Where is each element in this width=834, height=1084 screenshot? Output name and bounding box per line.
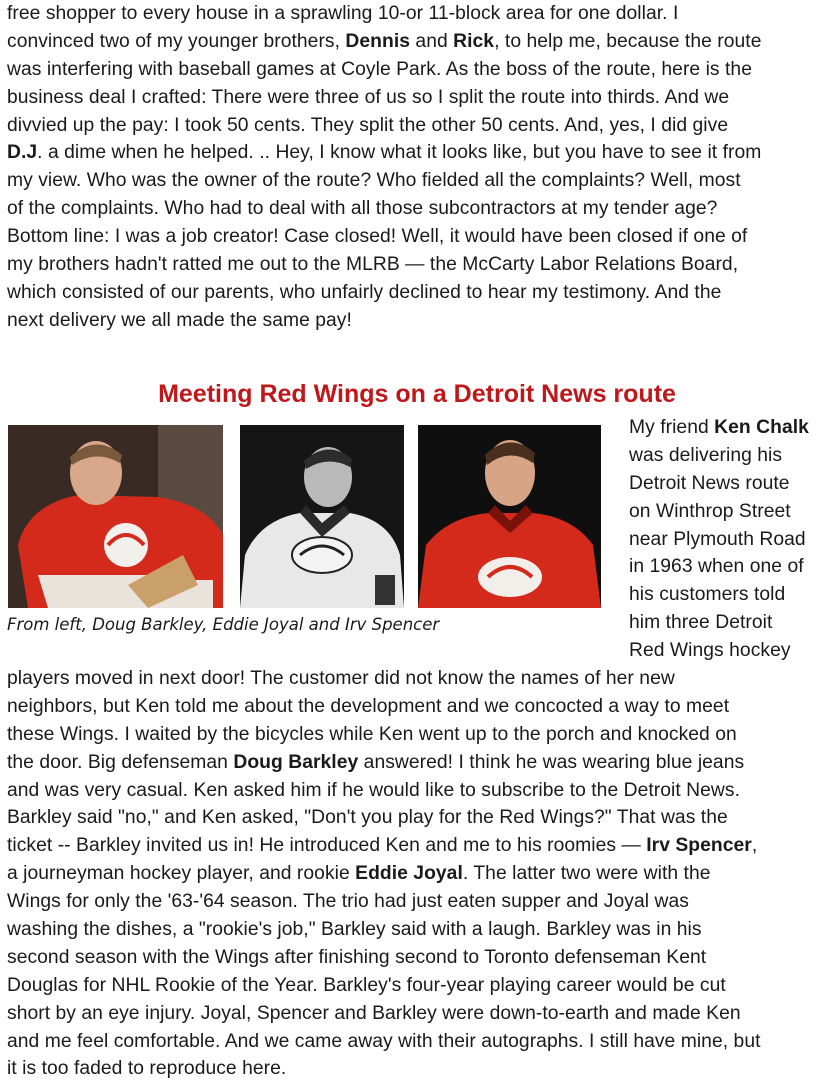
bold-name: Eddie Joyal [355,863,463,885]
text-run: Wings for only the '63-'64 season. The trio had just eaten supper and Joyal was [7,891,689,913]
text-run: these Wings. I waited by the bicycles while Ken went up to the porch and knocked on [7,723,737,745]
text-run: neighbors, but Ken told me about the development and we concocted a way to meet [7,695,730,717]
text-run: My friend [629,417,715,438]
text-line [7,0,831,28]
text-run: Detroit News route [629,472,790,494]
text-run: next delivery we all made the same pay! [7,309,352,331]
text-run: of the complaints. Who had to deal with all those subcontractors at my tender age? [7,198,718,220]
text-run: which consisted of our parents, who unfairly declined to hear my testimony. And the [7,281,722,303]
text-line [7,1055,831,1083]
text-run: was delivering his [629,444,783,466]
bold-name: Doug Barkley [233,751,359,773]
text-run: him three Detroit [629,612,773,634]
text-line [629,553,829,581]
text-run: in 1963 when one of [629,556,804,578]
text-run: Red Wings hockey [629,640,791,662]
text-line [7,777,831,805]
side-paragraph [629,414,829,665]
bold-name: Ken Chalk [714,417,809,438]
text-run: Douglas for NHL Rookie of the Year. Barkley's four-year playing career would be cut [7,974,726,996]
text-line [7,84,831,112]
text-line [7,804,831,832]
text-run: second season with the Wings after finishing second to Toronto defenseman Kent [7,946,707,968]
text-line [7,195,831,223]
text-line [7,916,831,944]
photo-doug-barkley [8,425,223,608]
text-line [629,609,829,637]
text-run: his customers told [629,584,786,606]
photo-irv-spencer [418,425,601,608]
bold-name: Rick [453,30,495,52]
bold-name: D.J [7,142,38,164]
section-heading: Meeting Red Wings on a Detroit News route [158,380,676,408]
text-run: , [751,835,758,857]
text-run: , to help me, because the route [494,30,762,52]
text-line [7,721,831,749]
photo-eddie-joyal [240,425,404,608]
text-line [7,28,831,56]
text-run: and was very casual. Ken asked him if he would like to subscribe to the Detroit News. [7,779,741,801]
text-line [629,581,829,609]
text-run: on Winthrop Street [629,500,791,522]
text-run: it is too faded to reproduce here. [7,1058,287,1080]
text-run: my view. Who was the owner of the route? Who fielded all the complaints? Well, most [7,170,741,192]
text-run: players moved in next door! The customer did not know the names of her new [7,668,675,689]
text-run: Barkley said "no," and Ken asked, "Don't you play for the Red Wings?" That was the [7,807,728,829]
text-run: washing the dishes, a "rookie's job," Barkley said with a laugh. Barkley was in his [7,919,702,941]
text-line [629,470,829,498]
text-run: short by an eye injury. Joyal, Spencer and Barkley were down-to-earth and made Ken [7,1002,741,1024]
intro-paragraph [7,0,831,335]
text-run: and me feel comfortable. And we came away with their autographs. I still have mine, but [7,1030,761,1052]
text-line [7,665,831,693]
text-line [7,860,831,888]
text-line [7,56,831,84]
text-run: near Plymouth Road [629,528,806,550]
text-line [629,414,829,442]
text-line [7,251,831,279]
text-run: business deal I crafted: There were three of us so I split the route into thirds. And we [7,86,730,108]
text-line [7,1000,831,1028]
bold-name: Dennis [345,30,411,52]
text-run: and [410,30,454,52]
text-run: free shopper to every house in a sprawling 10-or 11-block area for one dollar. I [7,3,679,24]
text-line [7,223,831,251]
text-line [629,498,829,526]
text-line [7,1028,831,1056]
text-line [7,888,831,916]
text-run: the door. Big defenseman [7,751,234,773]
text-line [7,307,831,335]
text-run: my brothers hadn't ratted me out to the MLRB — the McCarty Labor Relations Board, [7,254,739,276]
text-run: convinced two of my younger brothers, [7,30,346,52]
text-line [7,832,831,860]
text-run: a journeyman hockey player, and rookie [7,863,356,885]
text-line [7,112,831,140]
text-line [7,139,831,167]
text-line [7,972,831,1000]
text-run: answered! I think he was wearing blue jeans [358,751,745,773]
text-run: . a dime when he helped. .. Hey, I know what it looks like, but you have to see it from [37,142,762,164]
text-line [629,637,829,665]
bold-name: Irv Spencer [646,835,752,857]
text-line [629,442,829,470]
text-run: was interfering with baseball games at Coyle Park. As the boss of the route, here is the [7,58,752,80]
text-line [7,279,831,307]
text-run: divvied up the pay: I took 50 cents. They split the other 50 cents. And, yes, I did give [7,114,729,136]
text-line [7,749,831,777]
text-line [629,526,829,554]
text-run: Bottom line: I was a job creator! Case closed! Well, it would have been closed if one of [7,226,748,248]
text-line [7,693,831,721]
text-run: ticket -- Barkley invited us in! He introduced Ken and me to his roomies — [7,835,647,857]
main-paragraph [7,665,831,1083]
text-line [7,944,831,972]
photo-caption: From left, Doug Barkley, Eddie Joyal and Irv Spencer [7,615,440,634]
text-line [7,167,831,195]
text-run: . The latter two were with the [462,863,711,885]
